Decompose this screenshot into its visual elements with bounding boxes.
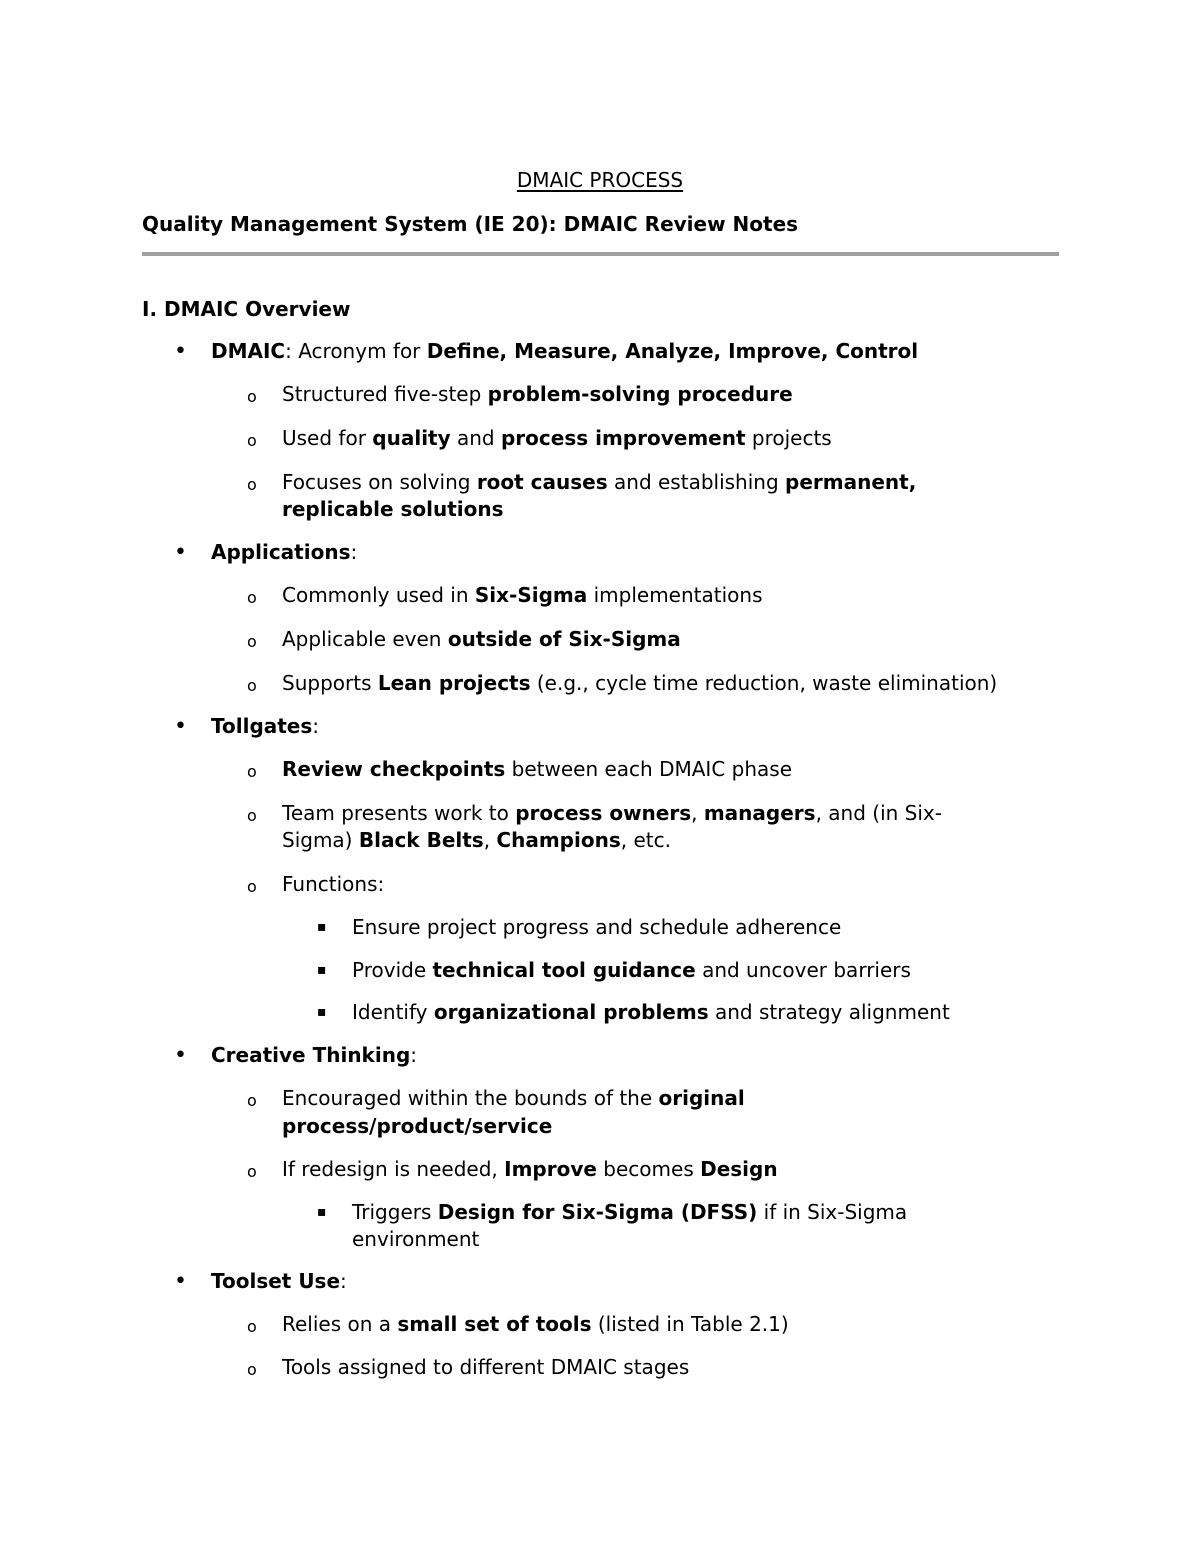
list-item-continuation: replicable solutions [282,497,504,521]
list-item: Ensure project progress and schedule adherence [352,915,842,939]
square-bullet-icon: ▪ [317,1204,327,1220]
list-item: Applicable even outside of Six-Sigma [282,627,681,651]
list-item-creative-thinking: Creative Thinking: [211,1043,418,1067]
list-item-toolset-use: Toolset Use: [211,1269,347,1293]
list-item: Review checkpoints between each DMAIC phase [282,757,792,781]
list-item: Provide technical tool guidance and uncover barriers [352,958,911,982]
circle-bullet-icon: o [247,431,257,450]
circle-bullet-icon: o [247,1162,257,1181]
list-item: Focuses on solving root causes and establishing permanent, [282,470,917,494]
circle-bullet-icon: o [247,1360,257,1379]
circle-bullet-icon: o [247,806,257,825]
list-item: Team presents work to process owners, managers, and (in Six- [282,801,942,825]
section-heading: I. DMAIC Overview [142,297,351,321]
bullet-icon: • [174,1043,187,1068]
list-item-continuation: environment [352,1227,480,1251]
horizontal-rule [142,252,1059,256]
document-subtitle: Quality Management System (IE 20): DMAIC Review Notes [142,212,799,236]
square-bullet-icon: ▪ [317,1004,327,1020]
list-item: If redesign is needed, Improve becomes Design [282,1157,778,1181]
circle-bullet-icon: o [247,877,257,896]
bullet-icon: • [174,714,187,739]
list-item: Encouraged within the bounds of the original [282,1086,745,1110]
circle-bullet-icon: o [247,387,257,406]
document-title: DMAIC PROCESS [516,168,684,192]
circle-bullet-icon: o [247,632,257,651]
list-item: Used for quality and process improvement projects [282,426,832,450]
circle-bullet-icon: o [247,475,257,494]
circle-bullet-icon: o [247,676,257,695]
list-item: Functions: [282,872,385,896]
bullet-icon: • [174,540,187,565]
bullet-icon: • [174,339,187,364]
circle-bullet-icon: o [247,762,257,781]
list-item: Commonly used in Six-Sigma implementations [282,583,763,607]
square-bullet-icon: ▪ [317,919,327,935]
list-item-applications: Applications: [211,540,358,564]
square-bullet-icon: ▪ [317,962,327,978]
list-item: Structured five-step problem-solving procedure [282,382,793,406]
list-item: Supports Lean projects (e.g., cycle time reduction, waste elimination) [282,671,998,695]
circle-bullet-icon: o [247,1317,257,1336]
list-item: Triggers Design for Six-Sigma (DFSS) if in Six-Sigma [352,1200,908,1224]
list-item-dmaic: DMAIC: Acronym for Define, Measure, Analyze, Improve, Control [211,339,919,363]
list-item-tollgates: Tollgates: [211,714,320,738]
list-item-continuation: process/product/service [282,1114,553,1138]
circle-bullet-icon: o [247,1091,257,1110]
list-item: Relies on a small set of tools (listed in Table 2.1) [282,1312,789,1336]
list-item-continuation: Sigma) Black Belts, Champions, etc. [282,828,671,852]
list-item: Identify organizational problems and strategy alignment [352,1000,950,1024]
bullet-icon: • [174,1269,187,1294]
list-item: Tools assigned to different DMAIC stages [282,1355,690,1379]
circle-bullet-icon: o [247,588,257,607]
